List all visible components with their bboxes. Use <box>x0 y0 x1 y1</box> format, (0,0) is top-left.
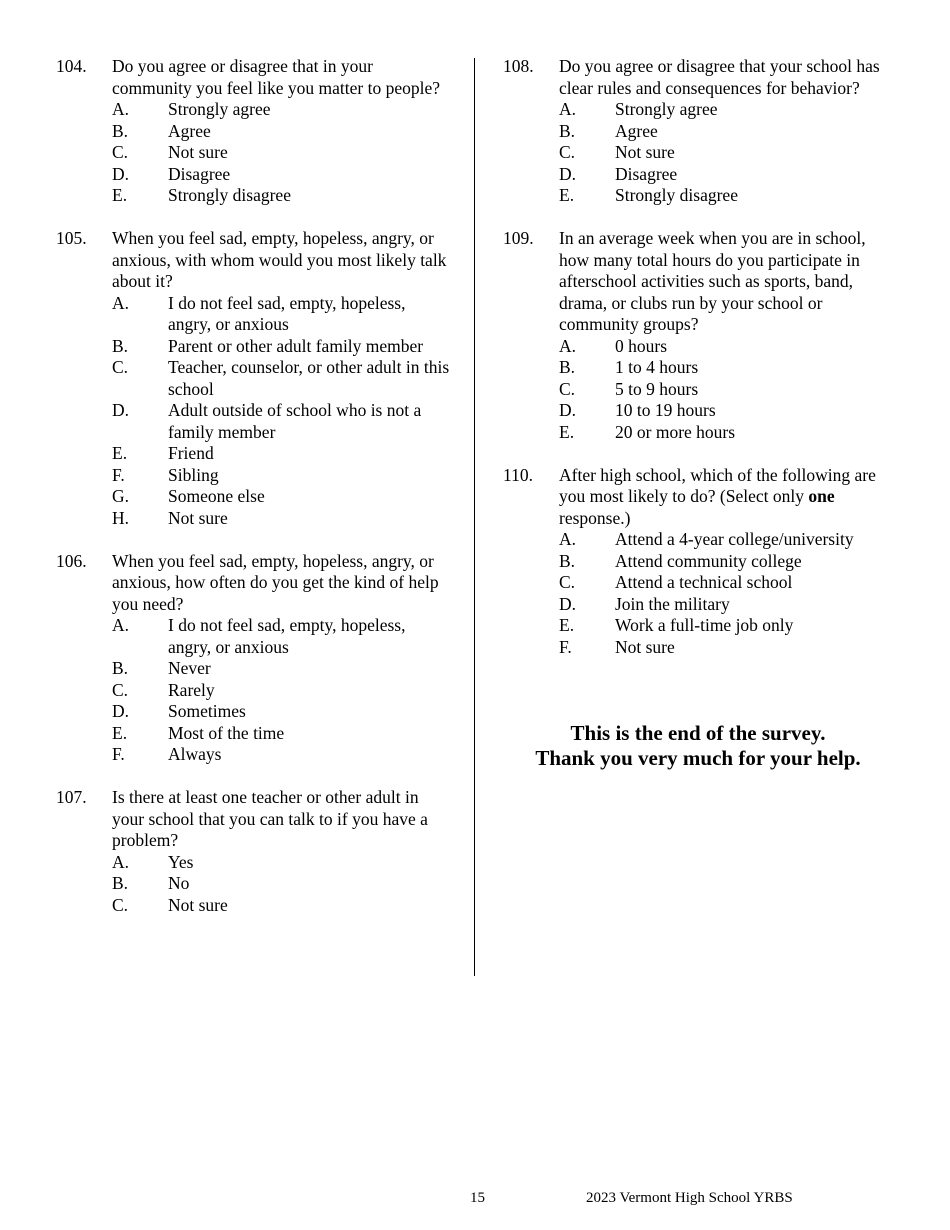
option-letter: C. <box>559 378 576 399</box>
emphasis-one: one <box>808 486 835 506</box>
option-text: Work a full-time job only <box>615 615 794 635</box>
option-text: Friend <box>168 443 214 463</box>
option-text: Adult outside of school who is not a family member <box>168 400 422 442</box>
question-110 <box>503 465 898 659</box>
answer-options <box>559 99 898 207</box>
answer-option <box>559 121 898 143</box>
answer-option <box>559 336 898 358</box>
question-header <box>503 56 898 99</box>
option-letter: B. <box>559 550 576 571</box>
option-text: Rarely <box>168 679 215 700</box>
question-number: 108. <box>503 56 534 76</box>
answer-option <box>112 873 451 895</box>
page-number: 15 <box>470 1190 485 1206</box>
question-header <box>56 56 451 99</box>
option-letter: A. <box>559 99 577 119</box>
question-header <box>503 228 898 336</box>
question-number: 105. <box>56 228 87 248</box>
option-text: I do not feel sad, empty, hopeless, angry, or anxious <box>168 292 406 334</box>
answer-option <box>112 680 451 702</box>
question-header <box>56 787 451 852</box>
option-text: 10 to 19 hours <box>615 400 716 420</box>
option-letter: D. <box>112 400 130 420</box>
answer-option <box>559 379 898 401</box>
answer-option <box>112 486 451 508</box>
option-letter: B. <box>559 120 576 141</box>
option-letter: D. <box>559 593 577 614</box>
answer-option <box>112 185 451 207</box>
option-text: Sibling <box>168 464 219 485</box>
option-letter: C. <box>559 572 576 592</box>
question-number: 106. <box>56 550 87 571</box>
option-text: Never <box>168 658 211 678</box>
option-letter: B. <box>112 120 129 141</box>
answer-option <box>112 508 451 530</box>
answer-option <box>112 142 451 164</box>
answer-option <box>112 465 451 487</box>
end-of-survey-message <box>503 721 893 771</box>
option-text: Attend a technical school <box>615 572 793 592</box>
option-text: Not sure <box>615 142 675 162</box>
answer-option <box>559 637 898 659</box>
option-text: Teacher, counselor, or other adult in this school <box>168 357 450 399</box>
option-text: Always <box>168 744 222 764</box>
option-text: Attend community college <box>615 550 802 571</box>
answer-option <box>112 99 451 121</box>
answer-option <box>559 551 898 573</box>
end-message-line2: Thank you very much for your help. <box>535 746 861 770</box>
question-header <box>56 228 451 293</box>
question-104 <box>56 56 451 207</box>
option-text: 5 to 9 hours <box>615 378 699 399</box>
option-text: Not sure <box>615 636 675 657</box>
answer-option <box>112 658 451 680</box>
question-107 <box>56 787 451 916</box>
answer-option <box>559 142 898 164</box>
answer-option <box>112 852 451 874</box>
answer-option <box>559 164 898 186</box>
answer-option <box>559 357 898 379</box>
option-text: Sometimes <box>168 701 246 721</box>
option-letter: G. <box>112 486 130 506</box>
option-letter: E. <box>559 421 575 442</box>
option-letter: H. <box>112 507 130 528</box>
left-column <box>56 56 451 938</box>
answer-option <box>112 895 451 917</box>
option-letter: B. <box>559 357 576 377</box>
option-text: Someone else <box>168 486 265 506</box>
answer-option <box>112 293 451 336</box>
option-letter: E. <box>112 722 128 743</box>
option-letter: E. <box>112 443 128 463</box>
answer-option <box>559 594 898 616</box>
question-text: In an average week when you are in school, how many total hours do you participate in afterschool activities such as sports, band, drama, or clubs run by your school or community groups? <box>559 228 866 334</box>
option-letter: D. <box>559 163 577 184</box>
option-text: Yes <box>168 851 194 872</box>
question-number: 109. <box>503 228 534 248</box>
answer-option <box>112 744 451 766</box>
answer-option <box>559 400 898 422</box>
option-letter: B. <box>112 658 129 678</box>
option-letter: A. <box>112 292 130 313</box>
option-letter: A. <box>112 851 130 872</box>
option-text: No <box>168 873 190 893</box>
option-letter: A. <box>559 335 577 356</box>
option-text: Not sure <box>168 894 228 915</box>
option-text: Agree <box>615 120 658 141</box>
question-text: Do you agree or disagree that your school has clear rules and consequences for behavior? <box>559 56 880 98</box>
answer-options <box>112 615 451 766</box>
end-message-line1: This is the end of the survey. <box>570 721 826 745</box>
option-text: Most of the time <box>168 722 285 743</box>
option-letter: E. <box>559 185 575 205</box>
question-text: Do you agree or disagree that in your community you feel like you matter to people? <box>112 56 441 98</box>
answer-option <box>559 185 898 207</box>
option-letter: D. <box>559 400 577 420</box>
option-letter: B. <box>112 873 129 893</box>
answer-option <box>112 615 451 658</box>
option-text: Disagree <box>615 163 678 184</box>
answer-option <box>559 99 898 121</box>
option-letter: A. <box>112 615 130 635</box>
question-text: When you feel sad, empty, hopeless, angry, or anxious, how often do you get the kind of help you need? <box>112 550 439 614</box>
option-letter: F. <box>559 636 572 657</box>
option-text: Parent or other adult family member <box>168 335 424 356</box>
right-column <box>503 56 898 680</box>
answer-option <box>559 572 898 594</box>
option-letter: D. <box>112 701 130 721</box>
answer-option <box>112 121 451 143</box>
column-divider <box>474 58 475 976</box>
answer-option <box>559 615 898 637</box>
answer-options <box>112 852 451 917</box>
option-letter: B. <box>112 335 129 356</box>
question-text: When you feel sad, empty, hopeless, angry, or anxious, with whom would you most likely talk about it? <box>112 228 447 291</box>
question-text: After high school, which of the following are you most likely to do? (Select only one response.) <box>559 464 876 528</box>
answer-options <box>559 529 898 658</box>
question-text: Is there at least one teacher or other adult in your school that you can talk to if you have a problem? <box>112 787 428 850</box>
option-text: 0 hours <box>615 335 668 356</box>
question-106 <box>56 551 451 766</box>
document-title: 2023 Vermont High School YRBS <box>586 1190 793 1206</box>
answer-options <box>112 293 451 530</box>
option-text: Agree <box>168 120 211 141</box>
answer-options <box>112 99 451 207</box>
answer-option <box>112 336 451 358</box>
answer-option <box>112 164 451 186</box>
answer-option <box>559 422 898 444</box>
option-text: Not sure <box>168 507 228 528</box>
option-letter: D. <box>112 163 130 184</box>
option-text: I do not feel sad, empty, hopeless, angry, or anxious <box>168 615 406 657</box>
option-text: 20 or more hours <box>615 421 736 442</box>
option-text: Strongly disagree <box>168 185 291 205</box>
option-letter: C. <box>112 679 129 700</box>
answer-option <box>112 723 451 745</box>
question-number: 104. <box>56 56 87 76</box>
answer-option <box>559 529 898 551</box>
option-letter: A. <box>559 529 577 549</box>
question-number: 110. <box>503 464 533 485</box>
option-letter: C. <box>112 357 129 377</box>
answer-option <box>112 701 451 723</box>
option-text: Not sure <box>168 142 228 162</box>
question-105 <box>56 228 451 529</box>
answer-option <box>112 357 451 400</box>
option-letter: F. <box>112 744 125 764</box>
option-text: Join the military <box>615 593 730 614</box>
option-letter: F. <box>112 464 125 485</box>
option-text: Strongly disagree <box>615 185 738 205</box>
option-letter: E. <box>112 185 128 205</box>
option-text: Disagree <box>168 163 231 184</box>
option-letter: C. <box>112 142 129 162</box>
option-text: Attend a 4-year college/university <box>615 529 854 549</box>
option-text: Strongly agree <box>168 99 271 119</box>
option-letter: E. <box>559 615 575 635</box>
question-108 <box>503 56 898 207</box>
option-letter: C. <box>559 142 576 162</box>
option-letter: C. <box>112 894 129 915</box>
answer-option <box>112 400 451 443</box>
option-text: 1 to 4 hours <box>615 357 699 377</box>
option-text: Strongly agree <box>615 99 718 119</box>
answer-options <box>559 336 898 444</box>
question-header <box>56 551 451 616</box>
option-letter: A. <box>112 99 130 119</box>
question-number: 107. <box>56 787 87 807</box>
question-109 <box>503 228 898 443</box>
answer-option <box>112 443 451 465</box>
